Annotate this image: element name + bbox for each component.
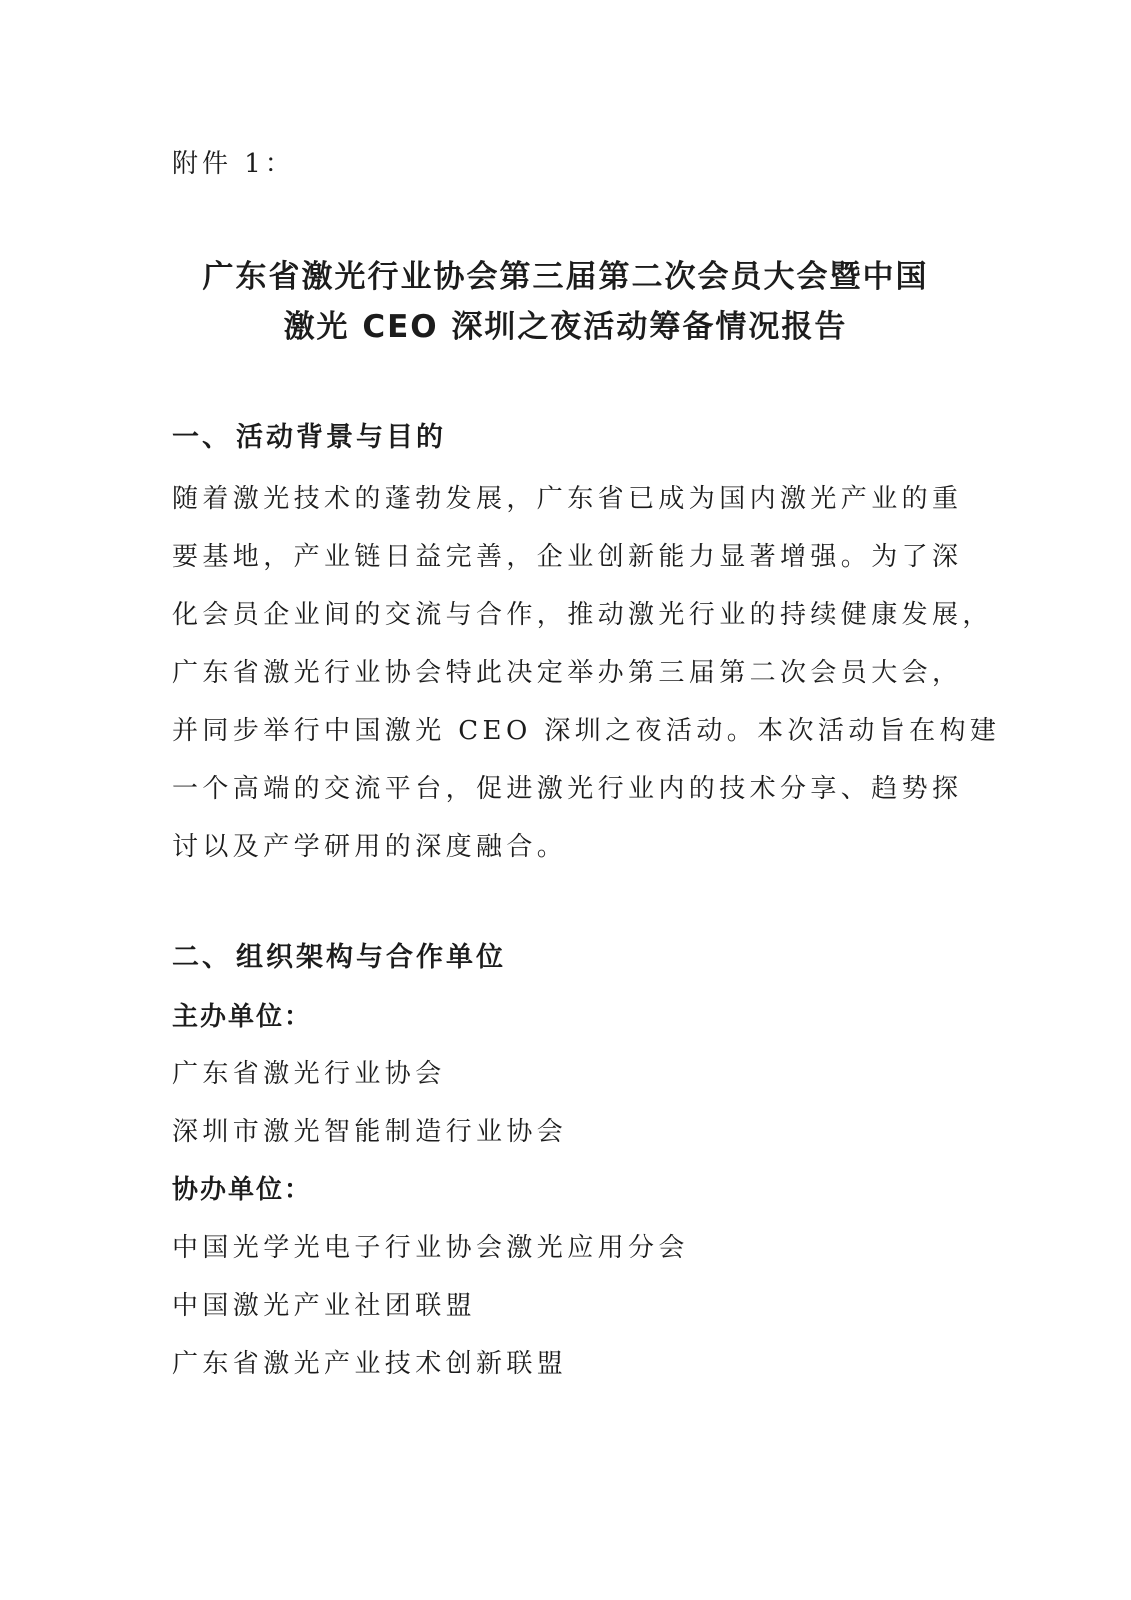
section-1-heading — [172, 418, 446, 458]
section-2-number: 二、 — [172, 942, 232, 973]
section-1-paragraph — [172, 470, 1001, 876]
co-host-item: 中国光学光电子行业协会激光应用分会 — [172, 1233, 689, 1263]
title-line-1: 广东省激光行业协会第三届第二次会员大会暨中国 — [202, 259, 929, 295]
paragraph-line: 随着激光技术的蓬勃发展，广东省已成为国内激光产业的重 — [172, 484, 963, 514]
paragraph-line: 讨以及产学研用的深度融合。 — [172, 832, 568, 862]
section-1-title: 活动背景与目的 — [236, 422, 446, 453]
co-host-label: 协办单位： — [172, 1175, 313, 1205]
title-line-2: 激光 CEO 深圳之夜活动筹备情况报告 — [283, 309, 848, 345]
document-title — [0, 252, 1131, 352]
section-2-heading — [172, 938, 506, 978]
paragraph-line: 广东省激光行业协会特此决定举办第三届第二次会员大会， — [172, 658, 963, 688]
attachment-label: 附件 1： — [172, 149, 295, 179]
paragraph-line: 化会员企业间的交流与合作，推动激光行业的持续健康发展， — [172, 600, 993, 630]
host-item: 广东省激光行业协会 — [172, 1059, 446, 1089]
paragraph-line: 要基地，产业链日益完善，企业创新能力显著增强。为了深 — [172, 542, 963, 572]
co-host-item: 中国激光产业社团联盟 — [172, 1291, 477, 1321]
host-label: 主办单位： — [172, 1002, 313, 1032]
paragraph-line: 并同步举行中国激光 CEO 深圳之夜活动。本次活动旨在构建 — [172, 716, 1001, 746]
host-item: 深圳市激光智能制造行业协会 — [172, 1117, 568, 1147]
co-host-item: 广东省激光产业技术创新联盟 — [172, 1349, 568, 1379]
section-2-title: 组织架构与合作单位 — [236, 942, 506, 973]
section-1-number: 一、 — [172, 422, 232, 453]
paragraph-line: 一个高端的交流平台，促进激光行业内的技术分享、趋势探 — [172, 774, 963, 804]
